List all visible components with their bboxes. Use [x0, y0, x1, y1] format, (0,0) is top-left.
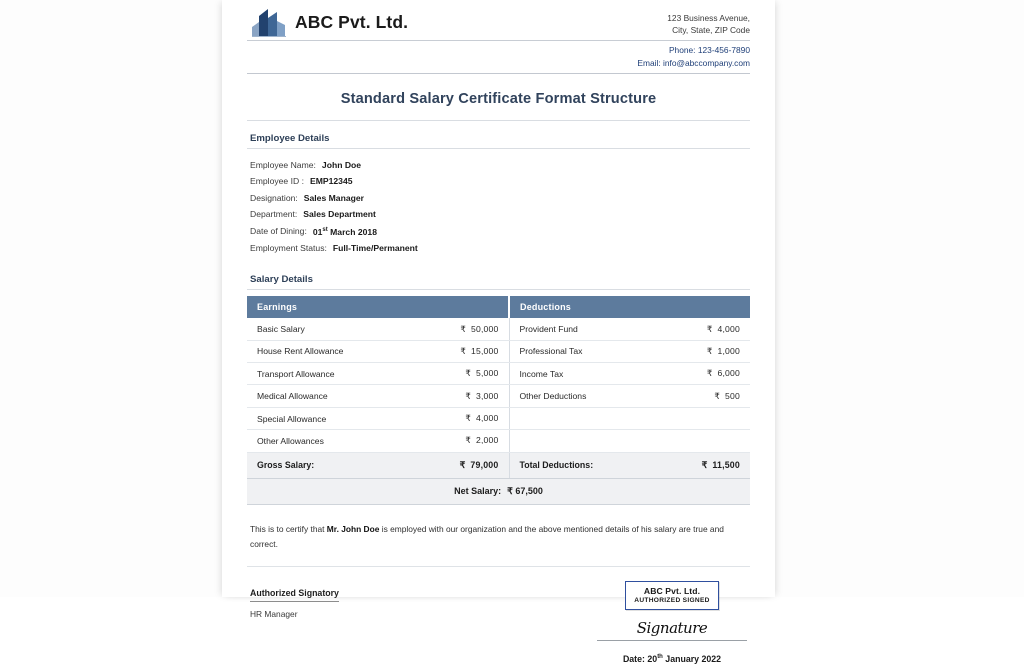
deduction-amount-empty: [658, 407, 750, 429]
certify-part-1: This is to certify that: [250, 523, 327, 534]
salary-table: [247, 296, 750, 504]
stamp-company-name: ABC Pvt. Ltd.: [643, 585, 701, 596]
table-row: [247, 363, 750, 385]
deduction-amount: ₹ 1,000: [658, 340, 750, 362]
field-value: Full-Time/Permanent: [332, 242, 418, 253]
field-designation: [250, 190, 747, 206]
field-employee-name: [250, 157, 747, 173]
earning-label: Transport Allowance: [247, 363, 415, 385]
deduction-amount: ₹ 4,000: [658, 318, 750, 340]
field-label: Date of Dining:: [250, 226, 307, 237]
company-email[interactable]: Email: info@abccompany.com: [637, 57, 750, 68]
signature-date: Date: 20th January 2022: [622, 653, 722, 664]
date-label: Date:: [622, 653, 645, 664]
building-icon-svg: [252, 7, 286, 37]
column-header-earnings: Earnings: [247, 296, 509, 318]
field-department: [250, 206, 747, 222]
earning-amount: ₹ 4,000: [415, 407, 509, 429]
field-value: 01st March 2018: [312, 226, 377, 237]
authorized-signatory-block: [250, 581, 339, 619]
deduction-label: Professional Tax: [509, 340, 658, 362]
table-row: [247, 430, 750, 452]
stamp-and-signature-block: [597, 581, 747, 664]
building-icon: [252, 7, 286, 37]
salary-details-heading: Salary Details: [250, 274, 313, 286]
deduction-amount: ₹ 6,000: [658, 363, 750, 385]
deduction-label: Other Deductions: [509, 385, 658, 407]
field-label: Department:: [250, 209, 298, 220]
employee-details-heading: Employee Details: [250, 133, 330, 145]
table-row: [247, 407, 750, 429]
deduction-label: Provident Fund: [509, 318, 658, 340]
certify-employee-name: Mr. John Doe: [326, 523, 380, 534]
gross-salary-label: Gross Salary:: [247, 452, 415, 478]
gross-salary-amount: ₹ 79,000: [415, 452, 509, 478]
field-employment-status: [250, 240, 747, 256]
totals-row: [247, 452, 750, 478]
salary-table-header-row: [247, 296, 750, 318]
deduction-amount: ₹ 500: [658, 385, 750, 407]
company-name: ABC Pvt. Ltd.: [295, 11, 409, 32]
earning-amount: ₹ 2,000: [415, 430, 509, 452]
signatory-role: HR Manager: [250, 608, 298, 619]
field-label: Employee ID :: [250, 176, 304, 187]
field-date-of-joining: [250, 223, 747, 240]
deduction-label-empty: [509, 407, 658, 429]
total-deductions-amount: ₹ 11,500: [658, 452, 750, 478]
earning-label: House Rent Allowance: [247, 340, 415, 362]
company-stamp: [625, 581, 718, 610]
field-employee-id: [250, 174, 747, 190]
company-phone: Phone: 123-456-7890: [668, 45, 750, 55]
earning-amount: ₹ 15,000: [415, 340, 509, 362]
letterhead: [247, 0, 750, 37]
earning-label: Medical Allowance: [247, 385, 415, 407]
net-salary-cell: Net Salary: ₹ 67,500: [247, 478, 750, 504]
column-header-deductions: Deductions: [509, 296, 750, 318]
handwritten-signature: Signature: [636, 618, 708, 637]
table-row: [247, 385, 750, 407]
employee-fields: [247, 149, 750, 262]
signature-section: [247, 567, 750, 664]
company-brand: [247, 7, 408, 37]
authorized-signatory-label: Authorized Signatory: [250, 588, 339, 602]
stamp-authorized-text: AUTHORIZED SIGNED: [634, 596, 710, 604]
field-label: Employment Status:: [250, 242, 327, 253]
field-label: Employee Name:: [250, 160, 316, 171]
earning-amount: ₹ 5,000: [415, 363, 509, 385]
deduction-amount-empty: [658, 430, 750, 452]
field-value: Sales Department: [303, 209, 376, 220]
earning-amount: ₹ 3,000: [415, 385, 509, 407]
company-address: [667, 7, 750, 36]
field-value: EMP12345: [309, 176, 353, 187]
certify-part-2: is employed with our organization and the above mentioned details of his salary are true and correct.: [250, 523, 724, 550]
company-contact: [247, 41, 750, 73]
table-row: [247, 318, 750, 340]
field-label: Designation:: [250, 192, 298, 203]
total-deductions-label: Total Deductions:: [509, 452, 658, 478]
net-salary-amount: 67,500: [515, 485, 543, 496]
address-line-2: City, State, ZIP Code: [672, 25, 750, 36]
earning-amount: ₹ 50,000: [415, 318, 509, 340]
document-page: [222, 0, 775, 664]
net-salary-row: [247, 478, 750, 504]
certification-statement: [247, 505, 750, 566]
table-row: [247, 340, 750, 362]
deduction-label: Income Tax: [509, 363, 658, 385]
field-value: John Doe: [321, 160, 362, 171]
earning-label: Other Allowances: [247, 430, 415, 452]
salary-details-divider: [247, 289, 750, 290]
deduction-label-empty: [509, 430, 658, 452]
field-value: Sales Manager: [303, 192, 364, 203]
page-title: Standard Salary Certificate Format Structure: [340, 91, 657, 108]
earning-label: Basic Salary: [247, 318, 415, 340]
net-salary-label: Net Salary:: [454, 485, 502, 496]
earning-label: Special Allowance: [247, 407, 415, 429]
address-line-1: 123 Business Avenue,: [667, 13, 750, 23]
